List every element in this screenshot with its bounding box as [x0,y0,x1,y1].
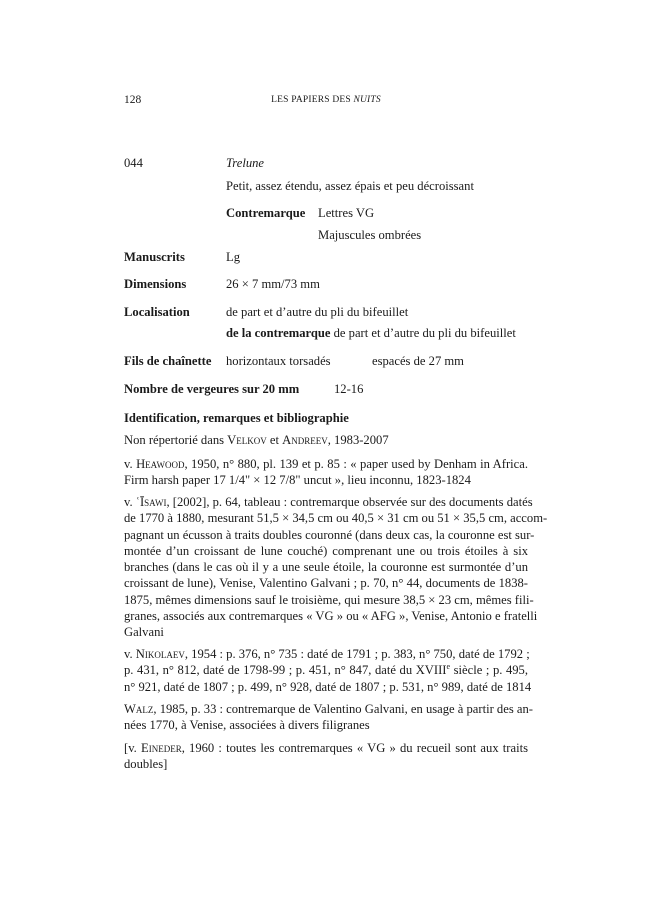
localisation-countermark: de la contremarque de part et d’autre du pli du bifeuillet [226,326,516,340]
manuscrits-value: Lg [226,250,240,264]
localisation-label: Localisation [124,305,190,319]
chainette-value: horizontaux torsadés [226,354,331,368]
bibliography-nikolaev: v. Nikolaev, 1954 : p. 376, n° 735 : daté de 1791 ; p. 383, n° 750, daté de 1792 ; p. 431, n° 812, daté de 1798-99 ; p. 451, n° 847, daté du XVIIIe siècle ; p. 495, n° 921, daté de 1807 ; p. 499, n° 928, daté de 1807 ; p. 531, n° 989, daté de 1814 [124,647,532,694]
entry-description: Petit, assez étendu, assez épais et peu décroissant [226,179,474,193]
identification-heading: Identification, remarques et bibliographie [124,411,349,425]
entry-name: Trelune [226,156,265,170]
localisation-value: de part et d’autre du pli du bifeuillet [226,305,409,319]
running-title: LES PAPIERS DES NUITS [271,95,381,105]
manuscrits-label: Manuscrits [124,250,185,264]
bibliography-eineder: [v. Eineder, 1960 : toutes les contremarques « VG » du recueil sont aux traits doubles] [124,741,528,772]
bibliography-isawi: v. ʿĪsawi, [2002], p. 64, tableau : contremarque observée sur des documents datés de 1770 à 1880, mesurant 51,5 × 34,5 cm ou 40,5 × 31 cm ou 51 × 35,5 cm, accom- pagnant un écusson à traits doubles couronné (dans deux cas, la couronne est sur- montée d’un croissant de lune couché) comprenant une ou trois étoiles à six branches (dans le cas où il y a une seule étoile, la couronne est surmontée d’un croissant de lune), Venise, Valentino Galvani ; p. 70, n° 44, documents de 1838- 1875, mêmes dimensions sauf le troisième, qui mesure 38,5 × 23 cm, mêmes fili- granes, associés aux contremarques « VG » ou « AFG », Venise, Antonio e fratelli Galvani [124,495,548,640]
bibliography-walz: Walz, 1985, p. 33 : contremarque de Valentino Galvani, en usage à partir des an- nées 1770, à Venise, associées à divers filigranes [124,702,533,733]
countermark-value-1: Lettres VG [318,206,375,220]
chainette-spacing: espacés de 27 mm [372,354,464,368]
chainette-label: Fils de chaînette [124,354,212,368]
bibliography-note-1: Non répertorié dans Velkov et Andreev, 1983-2007 [124,433,389,447]
entry-number: 044 [124,156,143,170]
vergeures-value: 12-16 [334,382,364,396]
countermark-label: Contremarque [226,206,306,220]
page-number: 128 [124,94,142,106]
countermark-value-2: Majuscules ombrées [318,228,422,242]
dimensions-label: Dimensions [124,277,187,291]
bibliography-heawood: v. Heawood, 1950, n° 880, pl. 139 et p. 85 : « paper used by Denham in Africa. Firm harsh paper 17 1/4" × 12 7/8" uncut », lieu inconnu, 1823-1824 [124,457,528,488]
vergeures-label: Nombre de vergeures sur 20 mm [124,382,300,396]
dimensions-value: 26 × 7 mm/73 mm [226,277,320,291]
